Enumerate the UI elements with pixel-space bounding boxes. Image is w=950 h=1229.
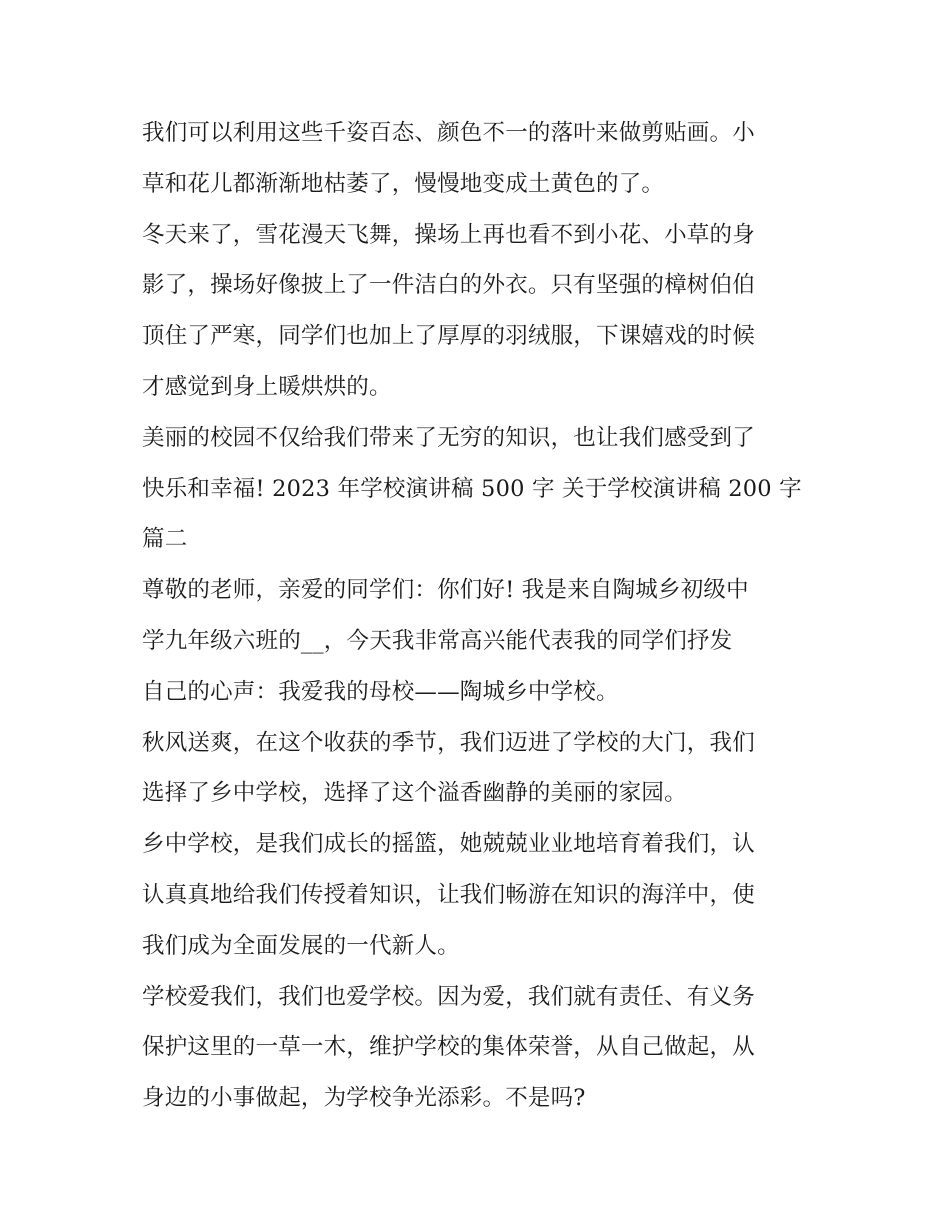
text-line: 我们成为全面发展的一代新人。 (142, 932, 460, 959)
text-line: 学校爱我们，我们也爱学校。因为爱，我们就有责任、有义务 (142, 983, 755, 1010)
text-line: 美丽的校园不仅给我们带来了无穷的知识，也让我们感受到了 (142, 424, 755, 451)
document-body (142, 108, 814, 1124)
text-line: 草和花儿都渐渐地枯萎了，慢慢地变成土黄色的了。 (142, 170, 665, 197)
text-line: 我们可以利用这些千姿百态、颜色不一的落叶来做剪贴画。小 (142, 120, 755, 146)
text-line: 学九年级六班的__，今天我非常高兴能代表我的同学们抒发 (142, 627, 733, 654)
text-line: 顶住了严寒，同学们也加上了厚厚的羽绒服，下课嬉戏的时候 (142, 323, 755, 350)
text-line: 尊敬的老师，亲爱的同学们：你们好! 我是来自陶城乡初级中 (142, 577, 749, 604)
text-line: 秋风送爽，在这个收获的季节，我们迈进了学校的大门，我们 (142, 729, 755, 756)
text-line: 选择了乡中学校，选择了这个溢香幽静的美丽的家园。 (142, 780, 687, 807)
text-line: 影了，操场好像披上了一件洁白的外衣。只有坚强的樟树伯伯 (142, 272, 755, 299)
text-line: 乡中学校，是我们成长的摇篮，她兢兢业业地培育着我们，认 (142, 831, 755, 858)
text-line: 认真真地给我们传授着知识，让我们畅游在知识的海洋中，使 (142, 881, 755, 908)
text-line: 身边的小事做起，为学校争光添彩。不是吗? (142, 1085, 586, 1112)
text-line: 才感觉到身上暖烘烘的。 (142, 373, 392, 400)
text-line: 保护这里的一草一木，维护学校的集体荣誉，从自己做起，从 (142, 1034, 755, 1061)
text-line: 快乐和幸福! 2023 年学校演讲稿 500 字 关于学校演讲稿 200 字 (142, 475, 802, 502)
text-line: 冬天来了，雪花漫天飞舞，操场上再也看不到小花、小草的身 (142, 221, 755, 248)
text-line: 自己的心声：我爱我的母校——陶城乡中学校。 (142, 678, 619, 705)
text-line: 篇二 (142, 526, 188, 553)
